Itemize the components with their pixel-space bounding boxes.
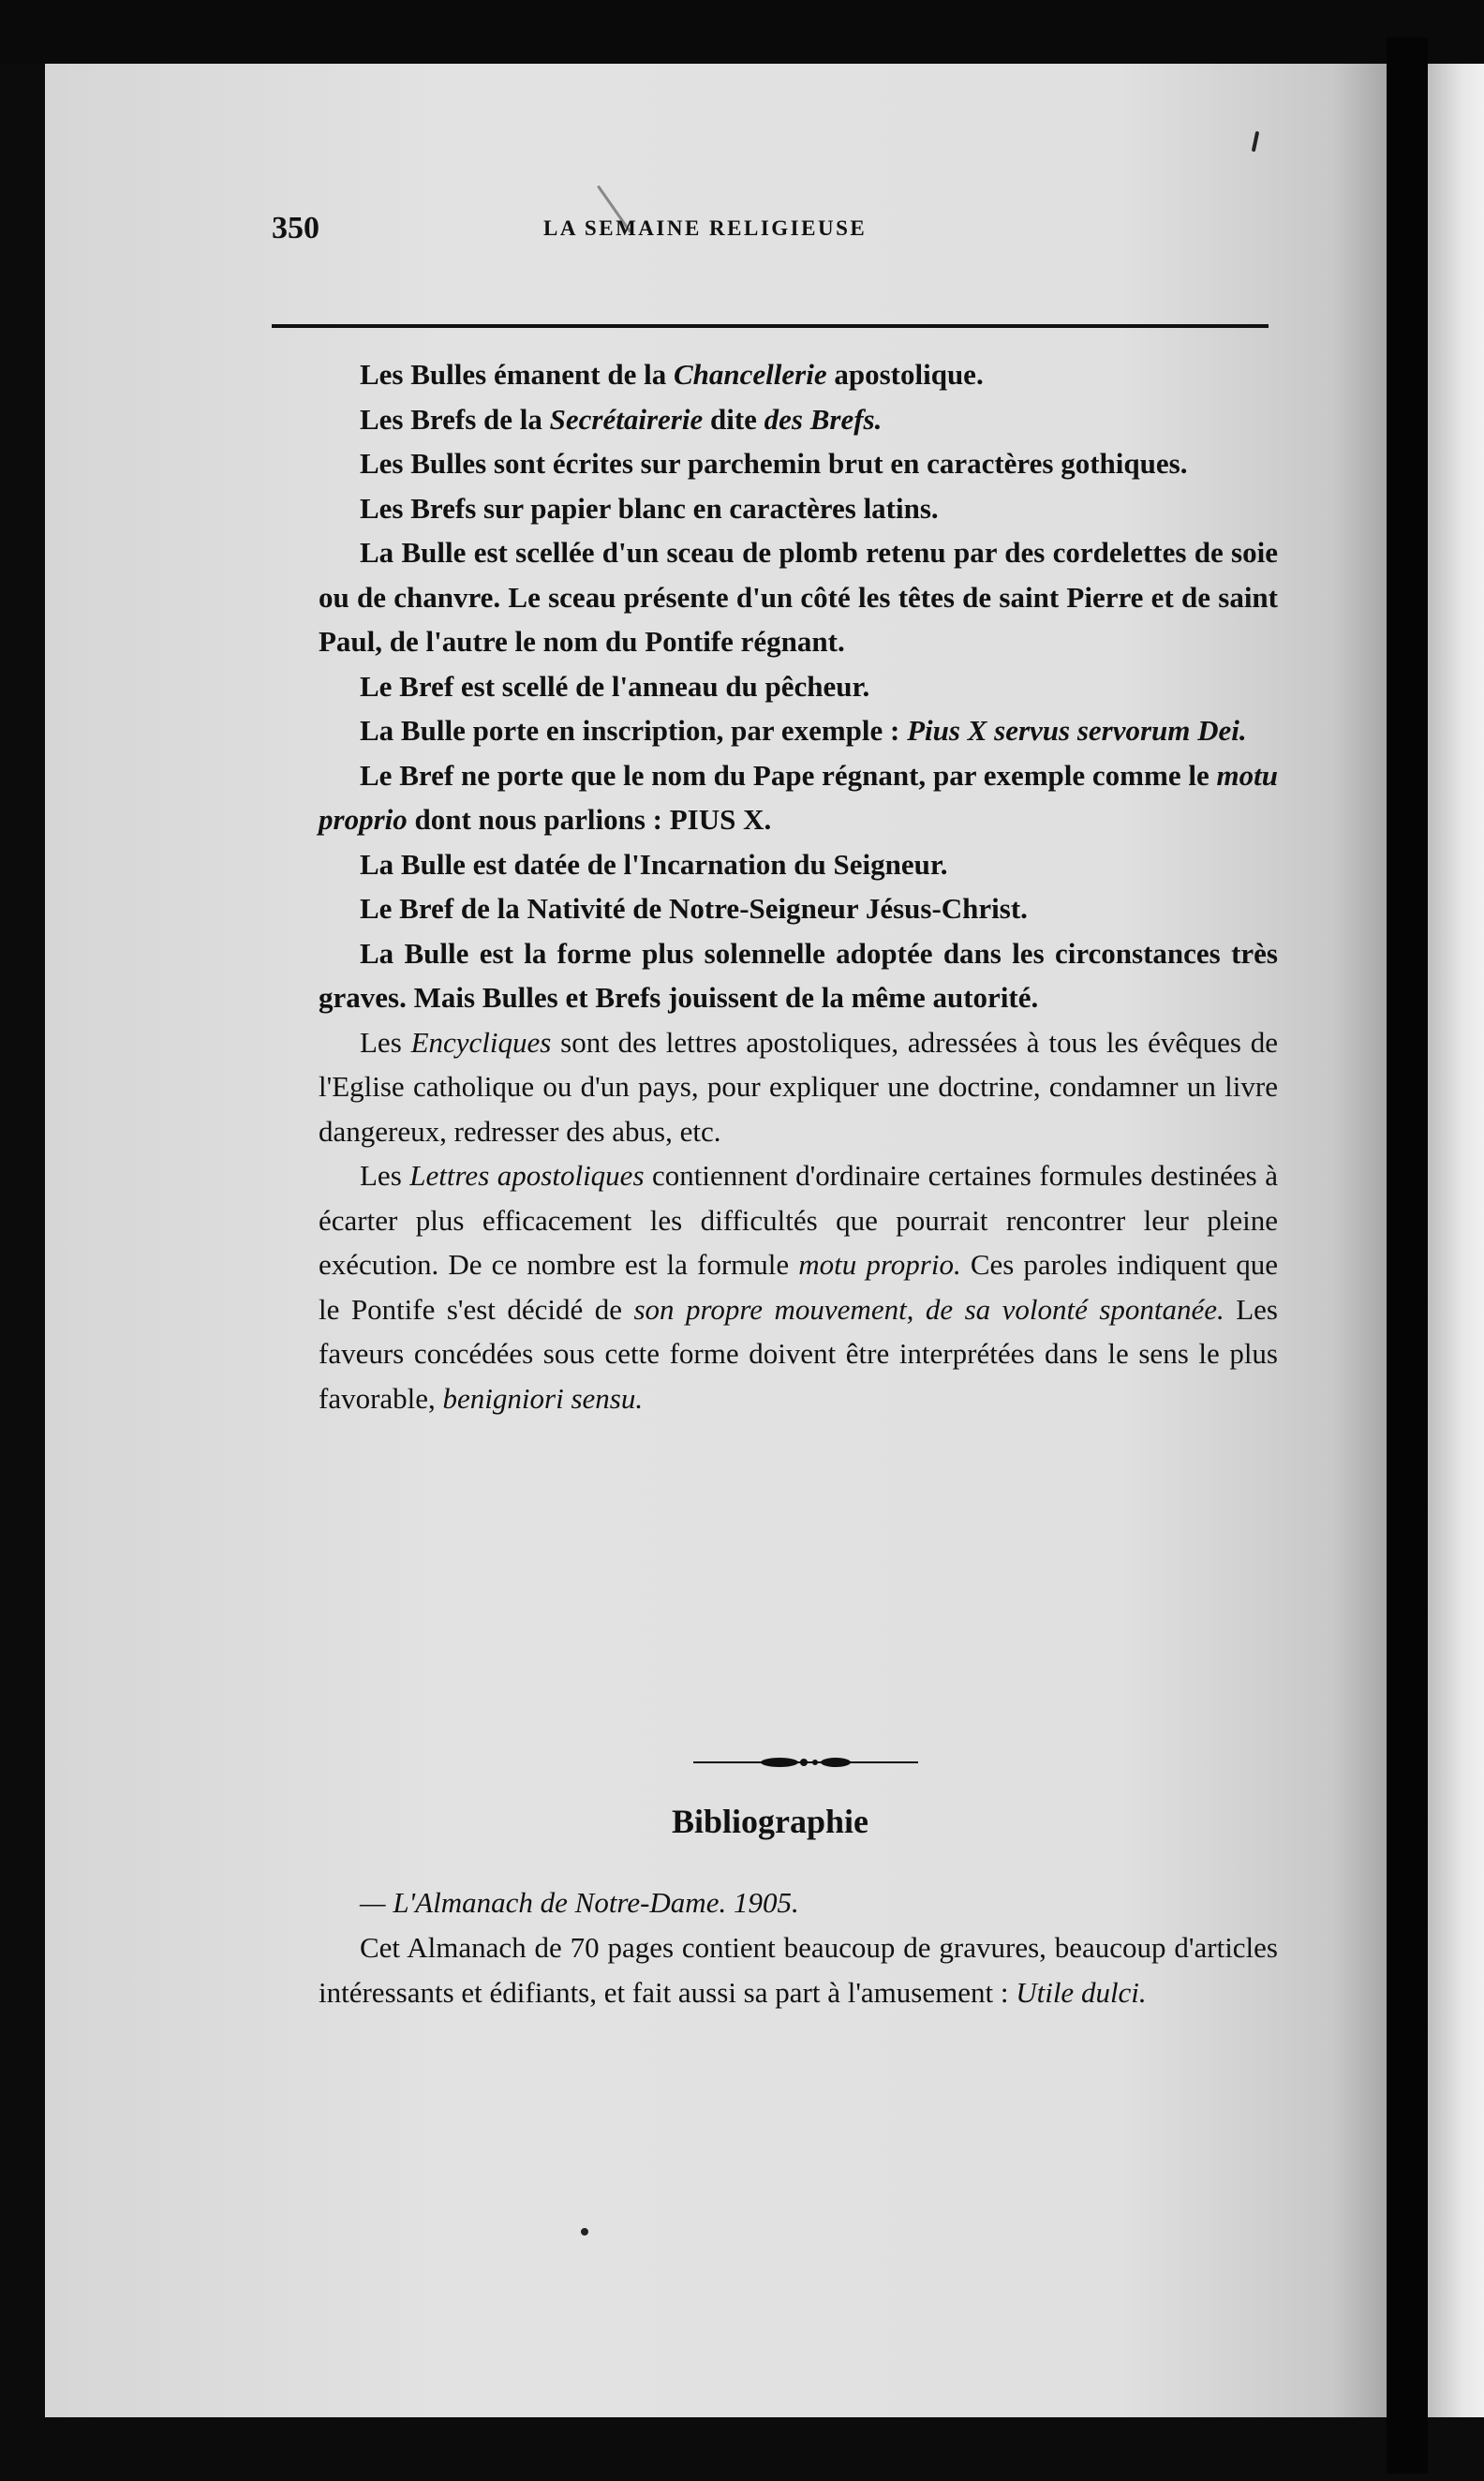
italic-text: Utile dulci. <box>1016 1976 1147 2009</box>
page-number: 350 <box>272 211 319 245</box>
text-run: Les Bulles sont écrites sur parchemin brut en caractères gothiques. <box>360 447 1188 480</box>
text-run: Les Bulles émanent de la <box>360 358 674 391</box>
page-header <box>272 211 1269 267</box>
ink-speck <box>581 2228 588 2236</box>
section-title: Bibliographie <box>671 1803 869 1840</box>
text-run: dite <box>703 402 764 436</box>
italic-text: Pius X servus servorum Dei. <box>907 714 1247 747</box>
page-gutter <box>1387 37 1428 2474</box>
italic-text: Lettres apostoliques <box>409 1159 645 1192</box>
next-page-edge <box>1428 64 1484 2417</box>
paragraph <box>319 352 1278 397</box>
text-run: Les Brefs sur papier blanc en caractères latins. <box>360 491 939 525</box>
paragraph <box>319 842 1278 887</box>
text-run: Les faveurs concédées sous cette forme doivent être interprétées dans le sens le plus favorable, <box>319 1292 1278 1415</box>
text-run: Les <box>360 1025 411 1059</box>
italic-text: Secrétairerie <box>549 402 704 436</box>
article-body <box>319 352 1278 1420</box>
text-run: sont des lettres apostoliques, adressées à tous les évêques de l'Eglise catholique ou d'un pays, pour expliquer une doctrine, condamner un livre dangereux, redresser des abus, etc. <box>319 1025 1278 1148</box>
running-title: LA SEMAINE RELIGIEUSE <box>543 216 868 240</box>
text-run: Le Bref de la Nativité de Notre-Seigneur Jésus-Christ. <box>360 892 1028 925</box>
paragraph <box>319 664 1278 709</box>
text-run: La Bulle est scellée d'un sceau de plomb retenu par des cordelettes de soie ou de chanvre. Le sceau présente d'un côté les têtes de saint Pierre et de saint Paul, de l'autre le nom du Pontife régnant. <box>319 536 1278 658</box>
italic-text: Chancellerie <box>673 358 827 391</box>
text-run: Le Bref ne porte que le nom du Pape régnant, par exemple comme le <box>360 758 1217 792</box>
bibliography-entry-title: — L'Almanach de Notre-Dame. 1905. <box>360 1886 799 1919</box>
text-run: La Bulle est datée de l'Incarnation du Seigneur. <box>360 847 948 881</box>
text-run: Les Brefs de la <box>360 402 550 436</box>
paragraph <box>319 397 1278 442</box>
text-run: Les <box>360 1159 410 1192</box>
text-run: contiennent d'ordinaire certaines formules destinées à écarter plus efficacement les difficultés que pourrait rencontrer leur pleine exécution. De ce nombre est la formule <box>319 1159 1278 1281</box>
ink-speck <box>1252 131 1259 152</box>
text-run: dont nous parlions : PIUS X. <box>407 803 772 836</box>
text-run: La Bulle porte en inscription, par exemple : <box>360 714 908 747</box>
paragraph <box>319 486 1278 531</box>
paragraph <box>319 441 1278 486</box>
italic-text: son propre mouvement, de sa volonté spontanée. <box>633 1292 1224 1326</box>
bibliography-entry-text <box>319 1925 1278 2015</box>
paragraph <box>319 1153 1278 1420</box>
italic-text: benigniori sensu. <box>442 1381 644 1415</box>
italic-text: des Brefs. <box>764 402 883 436</box>
italic-text: motu proprio <box>319 758 1278 836</box>
bibliography-entry <box>319 1880 1278 2015</box>
text-run: Ces paroles indiquent que le Pontife s'est décidé de <box>319 1248 1278 1326</box>
scan-border <box>0 0 1484 64</box>
paragraph <box>319 1020 1278 1154</box>
italic-text: motu proprio. <box>798 1248 961 1281</box>
text-run: apostolique. <box>826 358 984 391</box>
paragraph <box>319 886 1278 931</box>
text-run: Le Bref est scellé de l'anneau du pêcheur. <box>360 669 870 703</box>
italic-text: Encycliques <box>410 1025 552 1059</box>
header-rule <box>272 324 1269 328</box>
paragraph <box>319 708 1278 753</box>
text-run: La Bulle est la forme plus solennelle adoptée dans les circonstances très graves. Mais Bulles et Brefs jouissent de la même autorité. <box>319 936 1278 1014</box>
text-run: Cet Almanach de 70 pages contient beaucoup de gravures, beaucoup d'articles intéressants et édifiants, et fait aussi sa part à l'amusement : <box>319 1931 1278 2009</box>
section-divider-ornament <box>693 1756 918 1769</box>
paragraph <box>319 931 1278 1020</box>
paragraph <box>319 530 1278 664</box>
paragraph <box>319 753 1278 842</box>
